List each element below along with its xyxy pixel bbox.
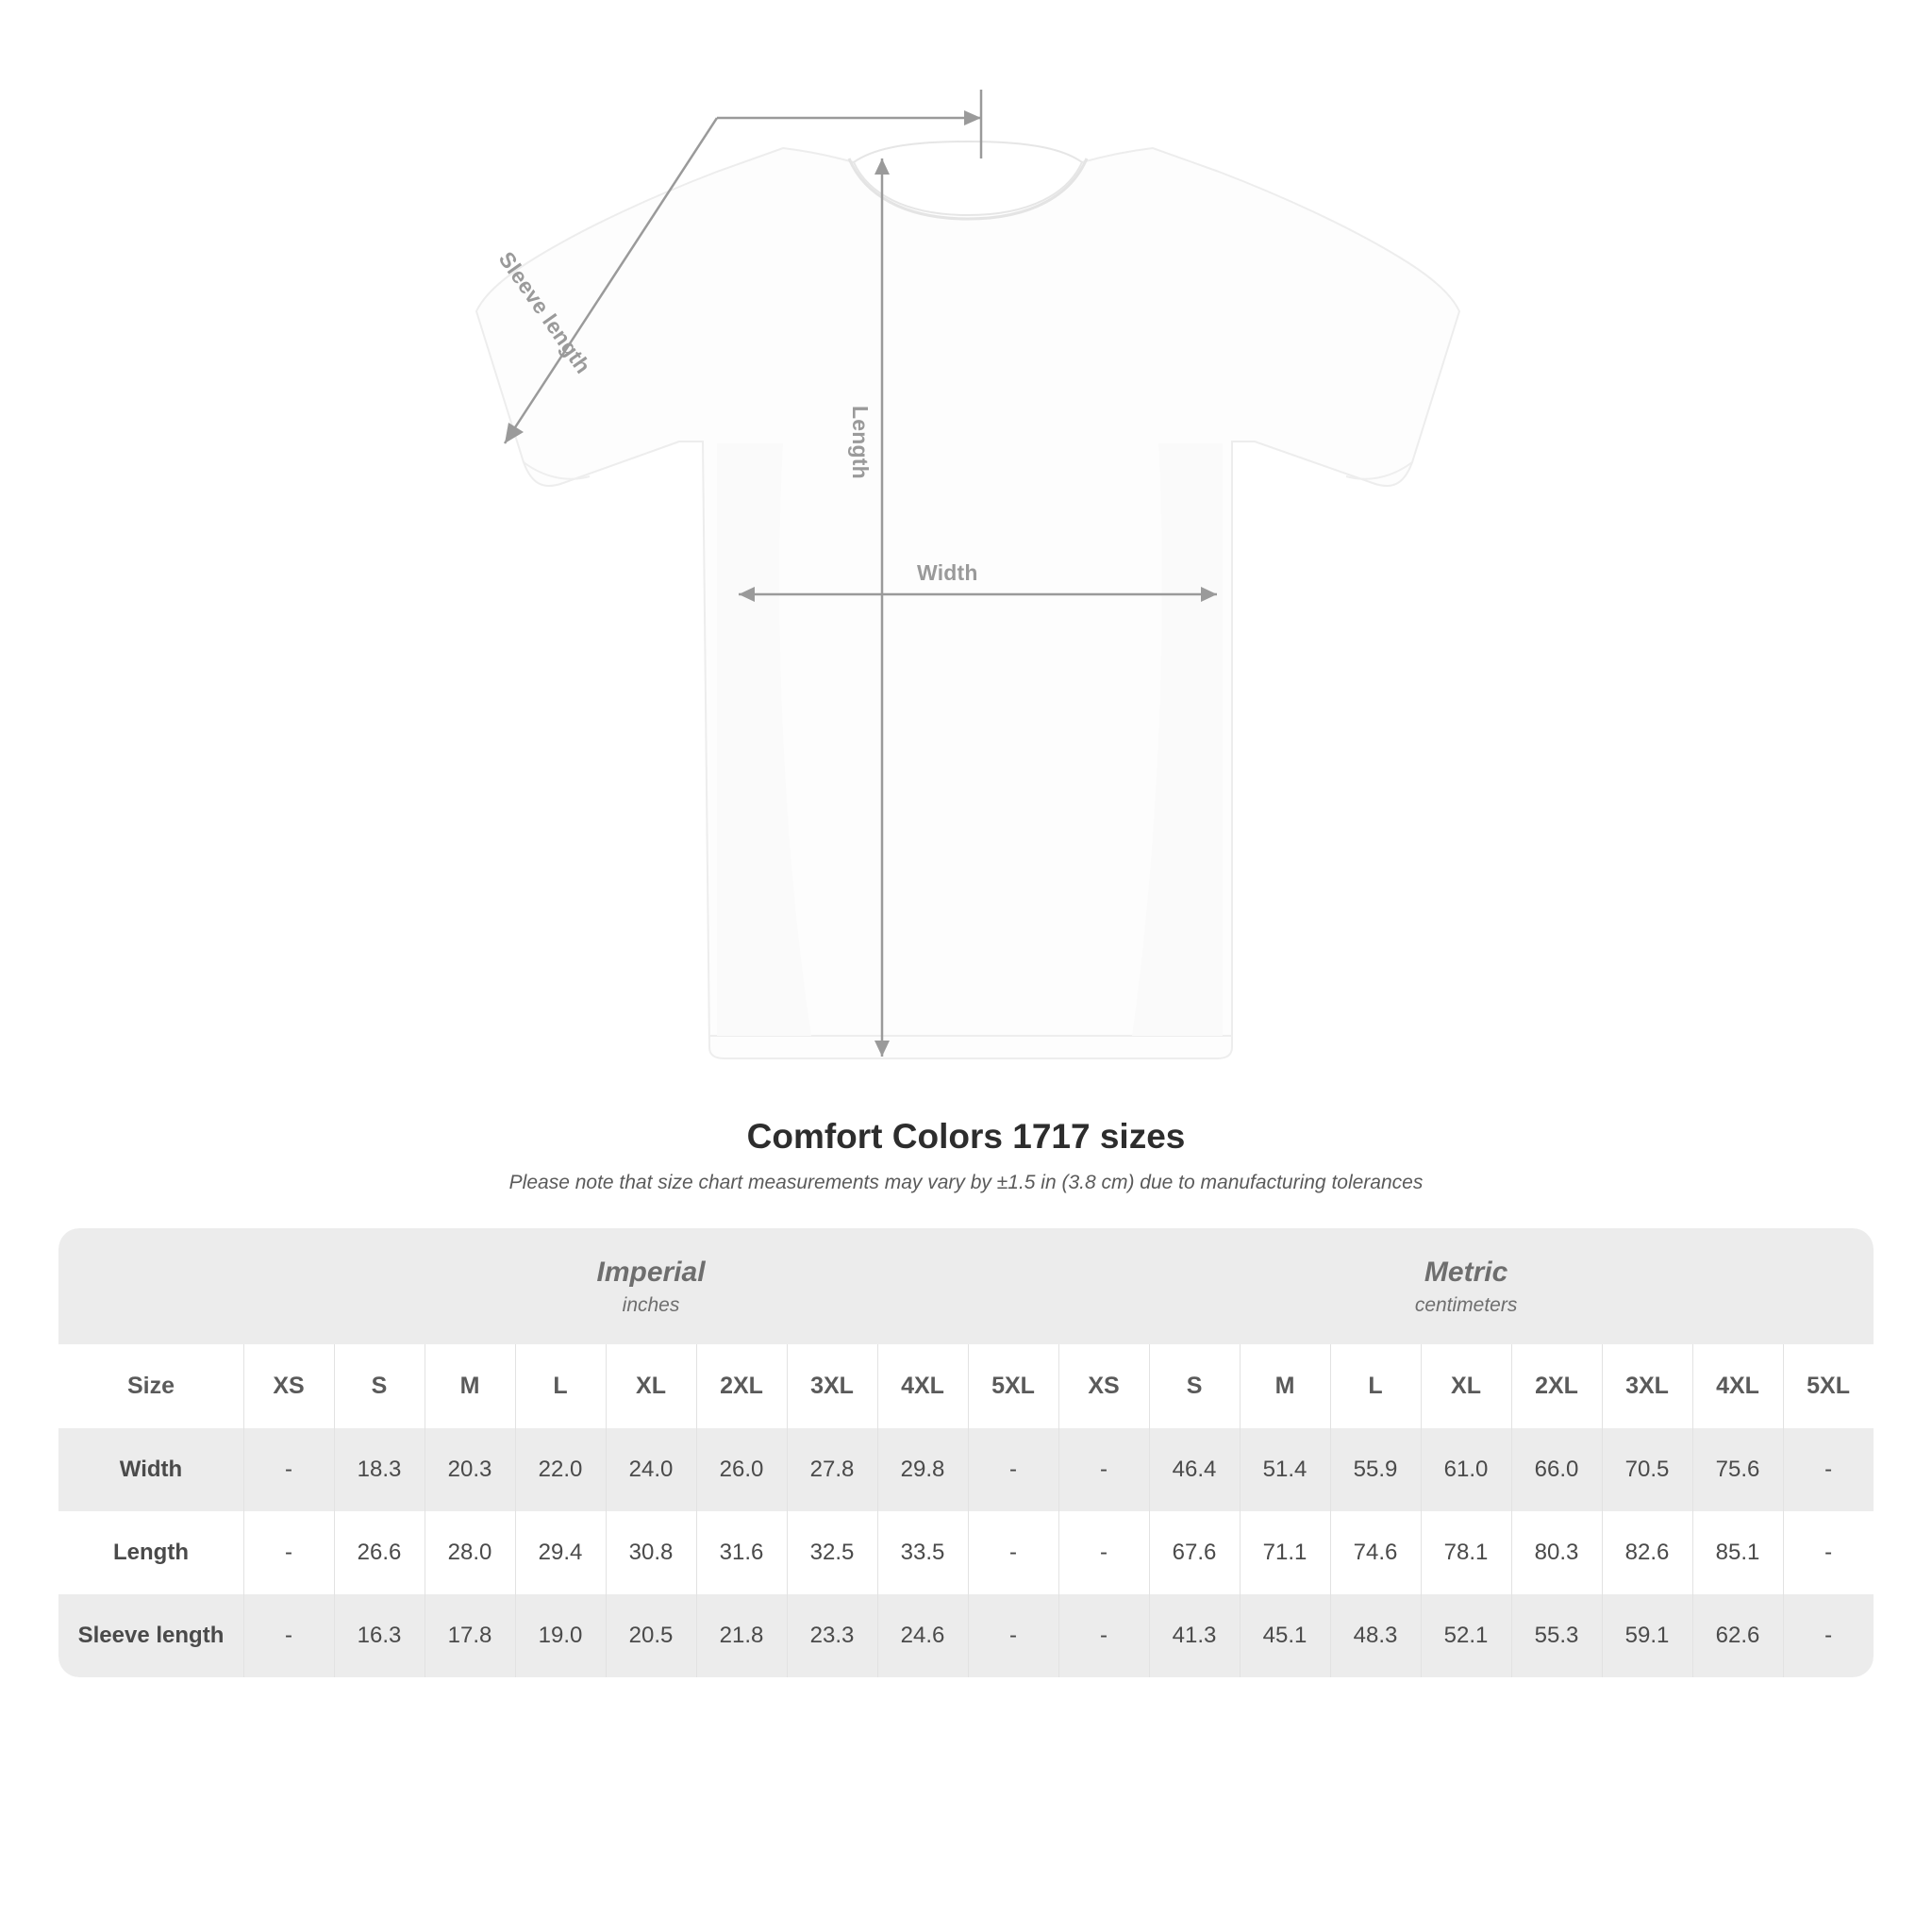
unit-metric-name: Metric <box>1424 1257 1508 1288</box>
size-table <box>58 1228 1874 1677</box>
row-label-sleeve-length: Sleeve length <box>58 1594 243 1677</box>
unit-header-imperial <box>243 1228 1058 1344</box>
table-row <box>58 1428 1874 1511</box>
size-header-imperial-3xl: 3XL <box>787 1344 877 1428</box>
cell-length-metric-xl: 78.1 <box>1421 1511 1511 1594</box>
cell-width-metric-xl: 61.0 <box>1421 1428 1511 1511</box>
cell-length-metric-2xl: 80.3 <box>1511 1511 1602 1594</box>
cell-width-imperial-4xl: 29.8 <box>877 1428 968 1511</box>
cell-length-metric-s: 67.6 <box>1149 1511 1240 1594</box>
cell-length-imperial-3xl: 32.5 <box>787 1511 877 1594</box>
unit-metric-sub: centimeters <box>1414 1293 1518 1316</box>
cell-sleeve-imperial-xs: - <box>243 1594 334 1677</box>
cell-sleeve-metric-m: 45.1 <box>1240 1594 1330 1677</box>
cell-sleeve-imperial-l: 19.0 <box>515 1594 606 1677</box>
size-header-metric-l: L <box>1330 1344 1421 1428</box>
size-table-container <box>58 1228 1874 1677</box>
cell-sleeve-imperial-m: 17.8 <box>425 1594 515 1677</box>
cell-width-imperial-5xl: - <box>968 1428 1058 1511</box>
cell-sleeve-metric-4xl: 62.6 <box>1692 1594 1783 1677</box>
unit-imperial-sub: inches <box>622 1293 680 1316</box>
size-header-imperial-xl: XL <box>606 1344 696 1428</box>
cell-sleeve-imperial-4xl: 24.6 <box>877 1594 968 1677</box>
size-header-metric-m: M <box>1240 1344 1330 1428</box>
size-header-imperial-l: L <box>515 1344 606 1428</box>
table-row <box>58 1511 1874 1594</box>
cell-length-imperial-s: 26.6 <box>334 1511 425 1594</box>
size-header-row <box>58 1344 1874 1428</box>
cell-sleeve-metric-3xl: 59.1 <box>1602 1594 1692 1677</box>
t-shirt-shape <box>476 142 1459 1058</box>
size-header-imperial-2xl: 2XL <box>696 1344 787 1428</box>
size-header-imperial-xs: XS <box>243 1344 334 1428</box>
unit-header-blank <box>58 1228 243 1344</box>
table-row <box>58 1594 1874 1677</box>
cell-length-imperial-5xl: - <box>968 1511 1058 1594</box>
cell-length-metric-l: 74.6 <box>1330 1511 1421 1594</box>
cell-width-metric-xs: - <box>1058 1428 1149 1511</box>
cell-width-metric-2xl: 66.0 <box>1511 1428 1602 1511</box>
size-header-imperial-5xl: 5XL <box>968 1344 1058 1428</box>
cell-width-metric-3xl: 70.5 <box>1602 1428 1692 1511</box>
unit-imperial-name: Imperial <box>596 1257 706 1288</box>
cell-length-imperial-2xl: 31.6 <box>696 1511 787 1594</box>
width-label: Width <box>917 560 978 585</box>
cell-width-metric-m: 51.4 <box>1240 1428 1330 1511</box>
cell-width-imperial-xl: 24.0 <box>606 1428 696 1511</box>
sleeve-length-label: Sleeve length <box>493 247 596 378</box>
size-header-metric-5xl: 5XL <box>1783 1344 1874 1428</box>
row-label-width: Width <box>58 1428 243 1511</box>
cell-length-imperial-l: 29.4 <box>515 1511 606 1594</box>
cell-sleeve-metric-5xl: - <box>1783 1594 1874 1677</box>
size-header-label: Size <box>58 1344 243 1428</box>
unit-header-row <box>58 1228 1874 1344</box>
cell-width-imperial-3xl: 27.8 <box>787 1428 877 1511</box>
cell-sleeve-imperial-5xl: - <box>968 1594 1058 1677</box>
row-label-length: Length <box>58 1511 243 1594</box>
tolerance-note: Please note that size chart measurements may vary by ±1.5 in (3.8 cm) due to manufacturing tolerances <box>508 1172 1424 1193</box>
cell-width-imperial-xs: - <box>243 1428 334 1511</box>
cell-width-metric-5xl: - <box>1783 1428 1874 1511</box>
cell-sleeve-metric-l: 48.3 <box>1330 1594 1421 1677</box>
cell-sleeve-imperial-2xl: 21.8 <box>696 1594 787 1677</box>
cell-length-metric-xs: - <box>1058 1511 1149 1594</box>
cell-sleeve-metric-xl: 52.1 <box>1421 1594 1511 1677</box>
page-title: Comfort Colors 1717 sizes <box>746 1117 1186 1156</box>
unit-header-metric <box>1058 1228 1874 1344</box>
cell-sleeve-metric-2xl: 55.3 <box>1511 1594 1602 1677</box>
size-header-metric-xs: XS <box>1058 1344 1149 1428</box>
cell-width-imperial-2xl: 26.0 <box>696 1428 787 1511</box>
cell-sleeve-imperial-s: 16.3 <box>334 1594 425 1677</box>
cell-length-imperial-xs: - <box>243 1511 334 1594</box>
cell-sleeve-metric-s: 41.3 <box>1149 1594 1240 1677</box>
cell-width-imperial-m: 20.3 <box>425 1428 515 1511</box>
cell-length-metric-4xl: 85.1 <box>1692 1511 1783 1594</box>
cell-sleeve-metric-xs: - <box>1058 1594 1149 1677</box>
length-label: Length <box>848 406 873 479</box>
cell-length-metric-3xl: 82.6 <box>1602 1511 1692 1594</box>
cell-width-imperial-s: 18.3 <box>334 1428 425 1511</box>
size-header-metric-3xl: 3XL <box>1602 1344 1692 1428</box>
size-header-metric-xl: XL <box>1421 1344 1511 1428</box>
cell-length-metric-5xl: - <box>1783 1511 1874 1594</box>
cell-sleeve-imperial-3xl: 23.3 <box>787 1594 877 1677</box>
cell-width-imperial-l: 22.0 <box>515 1428 606 1511</box>
size-header-metric-s: S <box>1149 1344 1240 1428</box>
title-block <box>0 1117 1932 1194</box>
size-header-metric-4xl: 4XL <box>1692 1344 1783 1428</box>
cell-length-imperial-m: 28.0 <box>425 1511 515 1594</box>
cell-length-metric-m: 71.1 <box>1240 1511 1330 1594</box>
cell-width-metric-l: 55.9 <box>1330 1428 1421 1511</box>
size-header-imperial-4xl: 4XL <box>877 1344 968 1428</box>
cell-sleeve-imperial-xl: 20.5 <box>606 1594 696 1677</box>
cell-width-metric-s: 46.4 <box>1149 1428 1240 1511</box>
size-header-imperial-s: S <box>334 1344 425 1428</box>
size-header-imperial-m: M <box>425 1344 515 1428</box>
cell-width-metric-4xl: 75.6 <box>1692 1428 1783 1511</box>
cell-length-imperial-xl: 30.8 <box>606 1511 696 1594</box>
cell-length-imperial-4xl: 33.5 <box>877 1511 968 1594</box>
size-header-metric-2xl: 2XL <box>1511 1344 1602 1428</box>
